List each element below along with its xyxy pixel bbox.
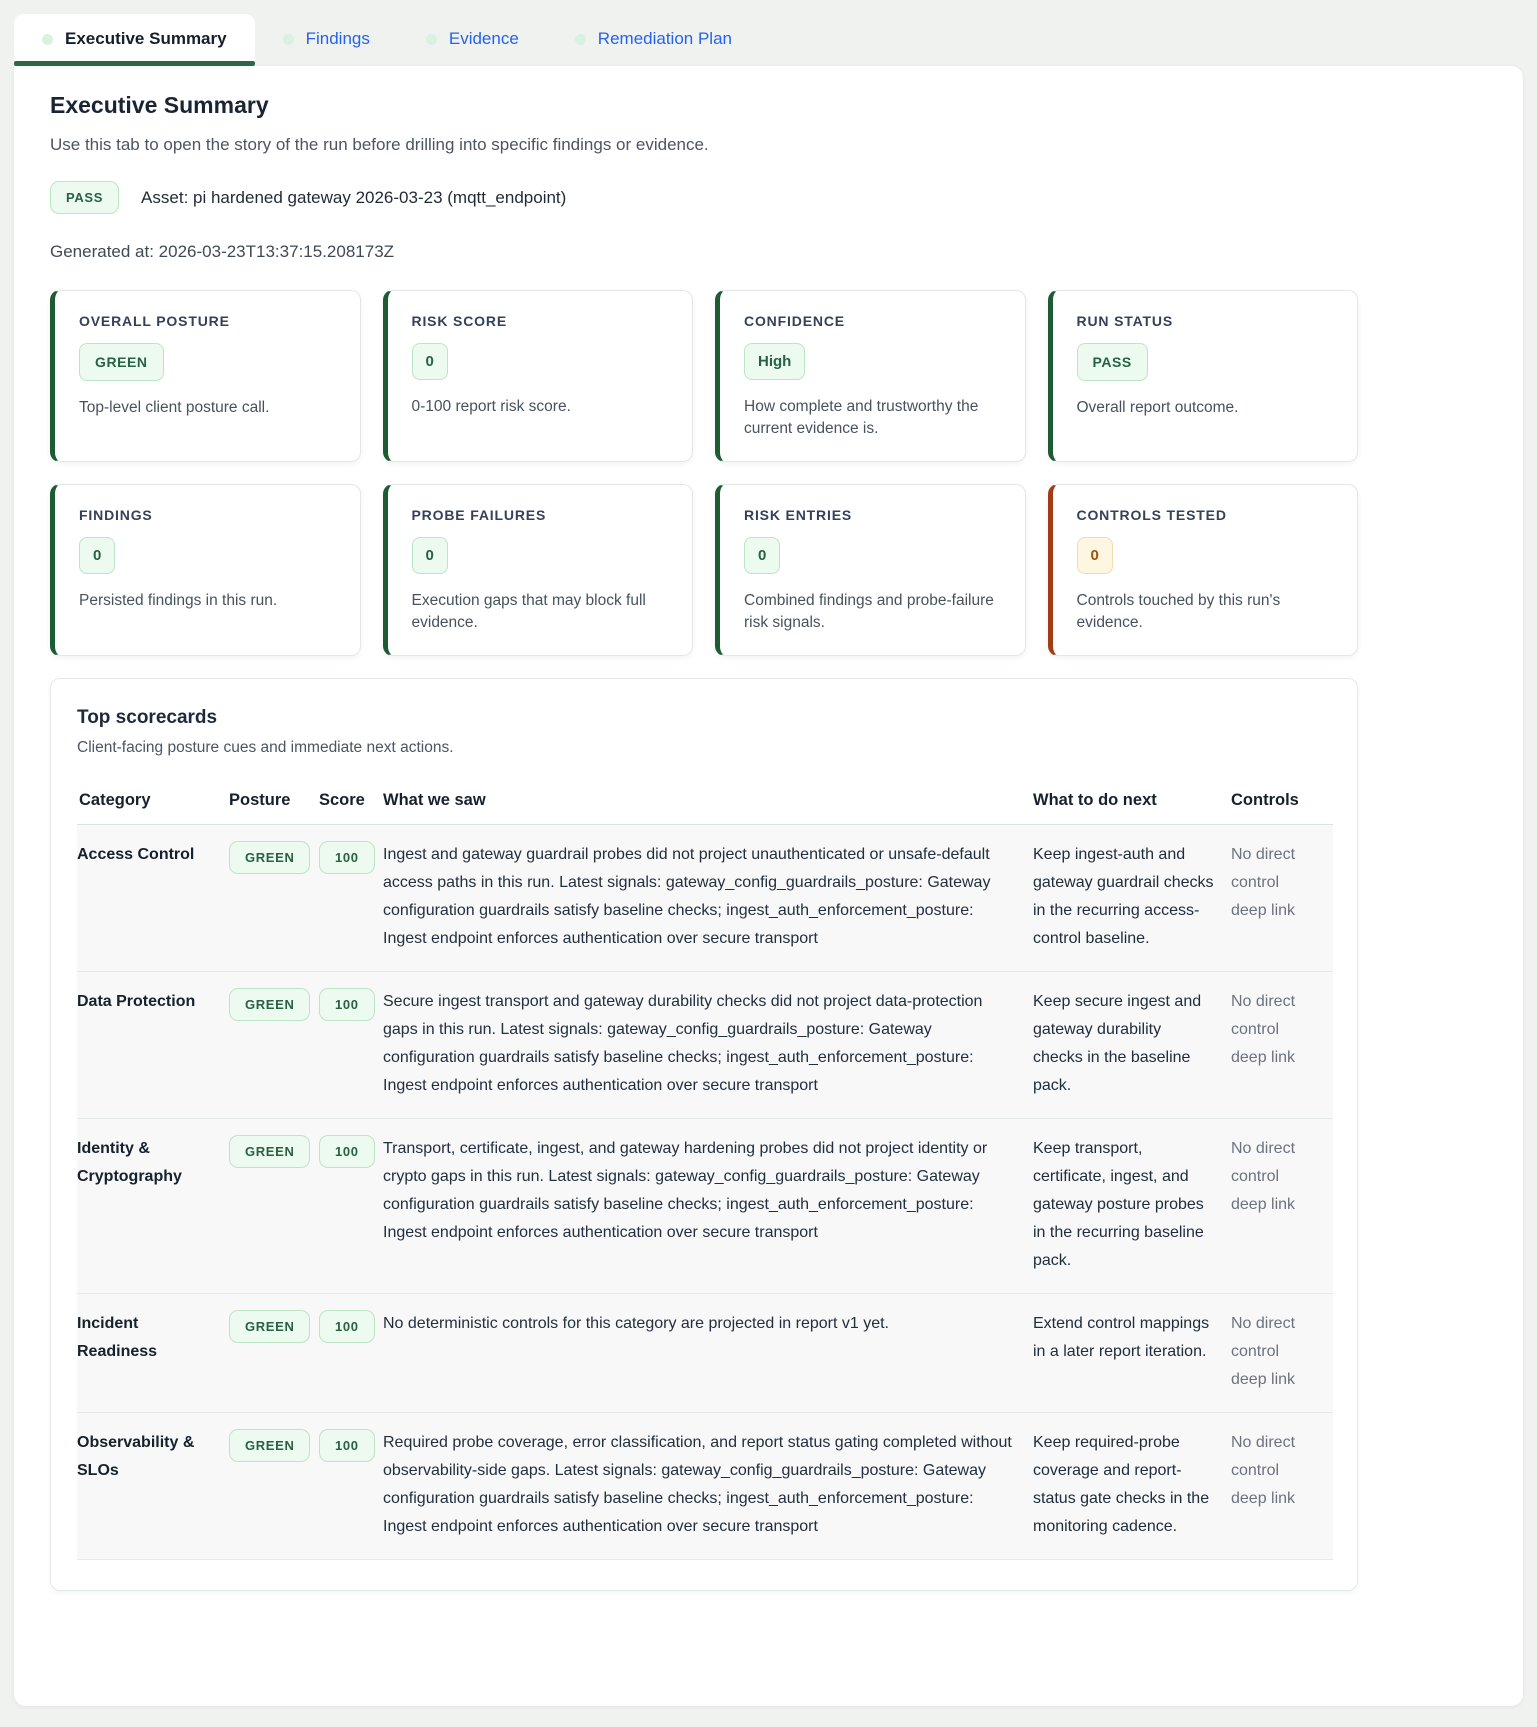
tab-label: Evidence [448,29,519,48]
metric-description: Overall report outcome. [1076,399,1239,416]
scorecards-header-row [77,783,1333,825]
category-cell: Access Control [77,845,195,863]
category-cell: Incident Readiness [77,1314,158,1360]
posture-badge: GREEN [229,988,310,1021]
category-cell: Observability & SLOs [77,1433,195,1479]
controls-cell: No direct control deep link [1231,1433,1296,1507]
metric-card-overall-posture [50,290,361,462]
metric-title: OVERALL POSTURE [79,313,230,329]
what-we-saw-cell: Required probe coverage, error classification, and report status gating completed without observability-side gaps. Latest signals: gateway_config_guardrails_posture: Gateway configuration guardrails satisfy baseline checks; ingest_auth_enforcement_posture: Ingest endpoint enforces authentication over secure transport [383,1433,1012,1535]
tab-label: Remediation Plan [597,29,732,48]
metric-title: RISK ENTRIES [744,506,853,523]
asset-line: Asset: pi hardened gateway 2026-03-23 (mqtt_endpoint) [141,187,567,207]
tab-status-dot-icon [575,34,586,45]
tab-label: Findings [305,29,370,48]
metric-cards-row-2 [50,484,1358,656]
metric-badge: PASS [1077,343,1148,381]
scorecards-table [77,783,1333,1560]
scorecards-subtitle: Client-facing posture cues and immediate next actions. [77,738,454,756]
metric-title: RUN STATUS [1076,313,1174,329]
metric-badge: 0 [1077,537,1113,574]
metric-badge: GREEN [79,343,164,381]
score-badge: 100 [319,1429,375,1462]
metric-card-confidence [715,290,1026,462]
what-to-do-next-cell: Keep transport, certificate, ingest, and gateway posture probes in the recurring baseline pack. [1033,1139,1204,1269]
metric-title: CONTROLS TESTED [1076,506,1227,523]
column-header-posture: Posture [229,783,319,825]
tab-status-dot-icon [283,34,294,45]
metric-card-run-status [1048,290,1359,462]
metric-title: RISK SCORE [411,313,508,329]
column-header-what-to-do-next: What to do next [1033,783,1231,825]
tab-label: Executive Summary [65,29,227,48]
score-badge: 100 [319,1310,375,1343]
what-to-do-next-cell: Keep secure ingest and gateway durability checks in the baseline pack. [1033,992,1202,1094]
metric-card-controls-tested [1048,484,1359,656]
top-scorecards-section [50,678,1358,1591]
table-row-identity-cryptography [77,1118,1333,1293]
metric-description: Top-level client posture call. [79,399,270,416]
what-we-saw-cell: Secure ingest transport and gateway durability checks did not project data-protection gaps in this run. Latest signals: gateway_config_guardrails_posture: Gateway configuration guardrails satisfy baseline checks; ingest_auth_enforcement_posture: Ingest endpoint enforces authentication over secure transport [383,992,983,1094]
executive-summary-panel [14,66,1523,1706]
metric-badge: 0 [412,537,448,574]
active-tab-underline [14,61,255,66]
what-we-saw-cell: Ingest and gateway guardrail probes did not project unauthenticated or unsafe-default access paths in this run. Latest signals: gateway_config_guardrails_posture: Gateway configuration guardrails satisfy baseline checks; ingest_auth_enforcement_posture: Ingest endpoint enforces authentication over secure transport [383,845,991,947]
table-row-access-control [77,824,1333,971]
metric-card-probe-failures [383,484,694,656]
table-row-observability-slos [77,1412,1333,1559]
metric-description: Execution gaps that may block full evidence. [411,591,646,632]
table-row-data-protection [77,971,1333,1118]
metric-description: Controls touched by this run's evidence. [1076,591,1281,632]
scorecards-title: Top scorecards [77,706,218,728]
tab-status-dot-icon [426,34,437,45]
metric-badge: 0 [744,537,780,574]
what-we-saw-cell: No deterministic controls for this category are projected in report v1 yet. [383,1314,889,1332]
what-to-do-next-cell: Keep ingest-auth and gateway guardrail checks in the recurring access-control baseline. [1033,845,1214,947]
metric-badge: High [744,343,805,380]
tab-evidence[interactable] [398,14,547,66]
column-header-score: Score [319,783,383,825]
metric-card-risk-entries [715,484,1026,656]
column-header-what-we-saw: What we saw [383,783,1033,825]
posture-badge: GREEN [229,1429,310,1462]
what-to-do-next-cell: Keep required-probe coverage and report-status gate checks in the monitoring cadence. [1033,1433,1210,1535]
pass-status-badge: PASS [50,181,119,214]
table-row-incident-readiness [77,1293,1333,1412]
what-we-saw-cell: Transport, certificate, ingest, and gateway hardening probes did not project identity or crypto gaps in this run. Latest signals: gateway_config_guardrails_posture: Gateway configuration guardrails satisfy baseline checks; ingest_auth_enforcement_posture: Ingest endpoint enforces authentication over secure transport [383,1139,988,1241]
metric-card-risk-score [383,290,694,462]
controls-cell: No direct control deep link [1231,845,1296,919]
metric-title: PROBE FAILURES [411,506,547,523]
tab-remediation-plan[interactable] [547,14,760,66]
controls-cell: No direct control deep link [1231,1139,1296,1213]
score-badge: 100 [319,841,375,874]
asset-row [50,181,1358,214]
metric-description: Combined findings and probe-failure risk signals. [744,591,994,632]
report-tabbar [0,0,1537,66]
score-badge: 100 [319,988,375,1021]
category-cell: Identity & Cryptography [77,1139,182,1185]
tab-executive-summary[interactable] [14,14,255,66]
controls-cell: No direct control deep link [1231,1314,1296,1388]
posture-badge: GREEN [229,1135,310,1168]
page-title: Executive Summary [50,92,269,118]
metric-badge: 0 [79,537,115,574]
column-header-controls: Controls [1231,783,1333,825]
score-badge: 100 [319,1135,375,1168]
page-subtitle: Use this tab to open the story of the run before drilling into specific findings or evidence. [50,135,709,154]
controls-cell: No direct control deep link [1231,992,1296,1066]
metric-description: How complete and trustworthy the current evidence is. [744,398,979,438]
metric-badge: 0 [412,343,448,380]
metric-description: 0-100 report risk score. [411,398,571,415]
category-cell: Data Protection [77,992,196,1010]
posture-badge: GREEN [229,1310,310,1343]
metric-description: Persisted findings in this run. [79,591,278,609]
metric-title: CONFIDENCE [744,313,845,329]
generated-timestamp: Generated at: 2026-03-23T13:37:15.208173Z [50,242,395,261]
tab-findings[interactable] [255,14,398,66]
tab-status-dot-icon [42,34,53,45]
column-header-category: Category [77,783,229,825]
posture-badge: GREEN [229,841,310,874]
metric-title: FINDINGS [79,506,153,523]
metric-card-findings [50,484,361,656]
metric-cards-row-1 [50,290,1358,462]
what-to-do-next-cell: Extend control mappings in a later report iteration. [1033,1314,1210,1360]
